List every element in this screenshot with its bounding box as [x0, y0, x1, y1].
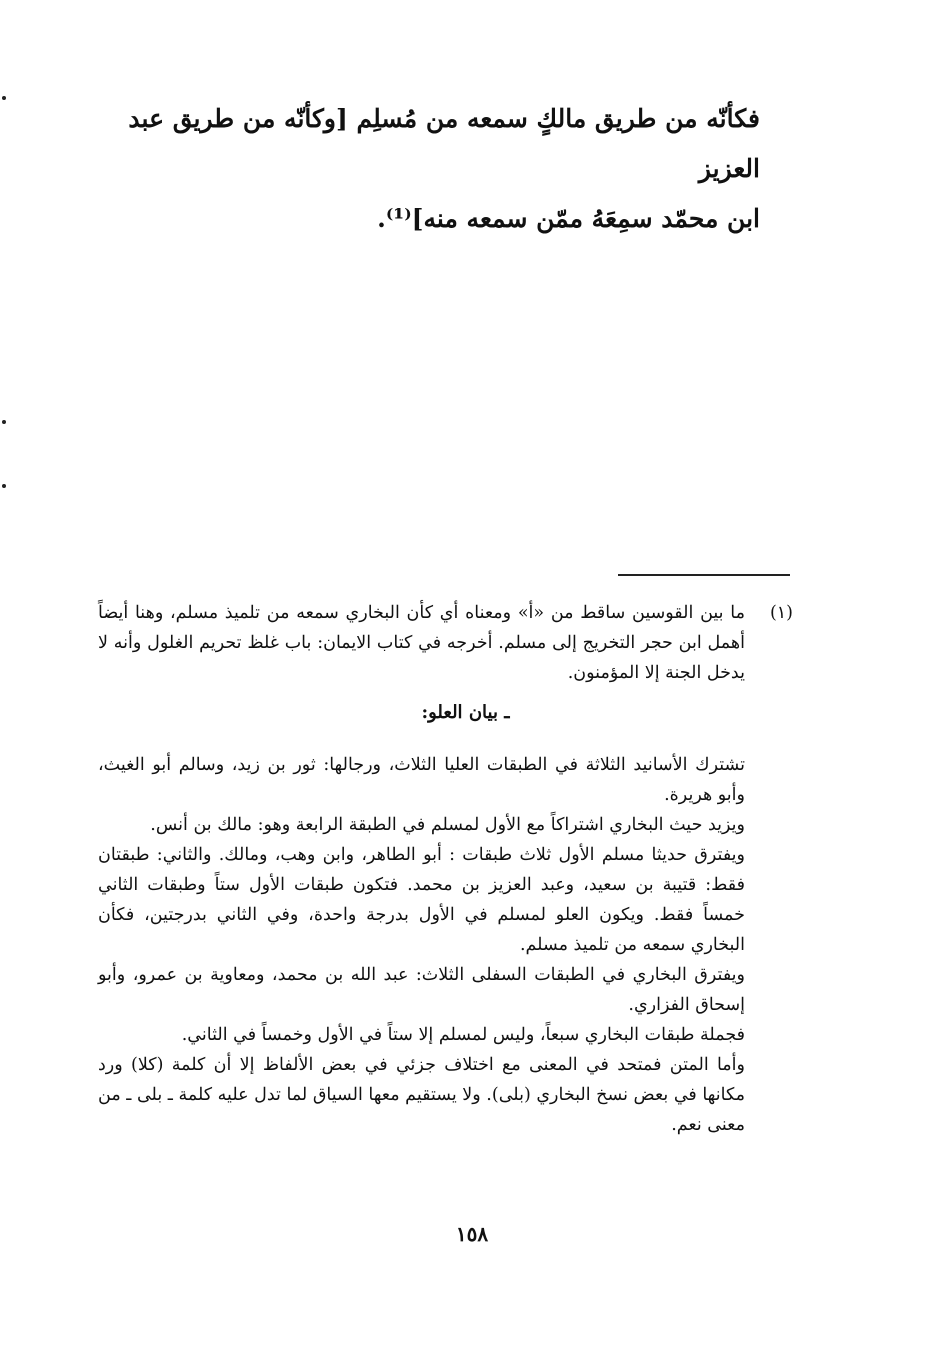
main-text	[85, 94, 760, 244]
footnote-text: ما بين القوسين ساقط من «أ» ومعناه أي كأن البخاري سمعه من تلميذ مسلم، وهنا أيضاً أهمل ابن حجر التخريج إلى مسلم. أخرجه في كتاب الايمان: باب غلظ تحريم الغلول وأنه لا يدخل الجنة إلا المؤمنون.	[98, 603, 745, 683]
scan-speck	[2, 96, 6, 100]
page-number: ١٥٨	[455, 1222, 489, 1246]
footnote-area	[98, 598, 793, 1140]
footnote-number: (١)	[769, 603, 793, 623]
scan-speck	[2, 484, 6, 488]
main-text-line-2: ابن محمّد سمِعَهُ ممّن سمعه منه]⁽¹⁾.	[377, 204, 760, 233]
footnote-separator	[618, 574, 790, 576]
section-paragraph-2: ويزيد حيث البخاري اشتراكاً مع الأول لمسلم في الطبقة الرابعة وهو: مالك بن أنس.	[150, 815, 745, 835]
section-paragraph-6: وأما المتن فمتحد في المعنى مع اختلاف جزئي في بعض الألفاظ إلا أن كلمة (كلا) ورد مكانها في بعض نسخ البخاري (بلى). ولا يستقيم معها السياق لما تدل عليه كلمة ـ بلى ـ من معنى نعم.	[98, 1055, 745, 1135]
section-heading: ـ بيان العلو:	[421, 702, 510, 723]
scan-speck	[2, 420, 6, 424]
main-text-line-1: فكأنّه من طريق مالكٍ سمعه من مُسلِم [وكأنّه من طريق عبد العزيز	[128, 104, 760, 183]
section-paragraph-5: فجملة طبقات البخاري سبعاً، وليس لمسلم إلا ستاً في الأول وخمساً في الثاني.	[181, 1025, 745, 1045]
section-paragraph-3: ويفترق حديثا مسلم الأول ثلاث طبقات : أبو الطاهر، وابن وهب، ومالك. والثاني: طبقتان فقط: قتيبة بن سعيد، وعبد العزيز بن محمد. فتكون طبقات الأول ستاً وطبقات الثاني خمساً فقط. ويكون العلو لمسلم في الأول بدرجة واحدة، وفي الثاني بدرجتين، فكأن البخاري سمعه من تلميذ مسلم.	[98, 845, 745, 955]
section-paragraph-4: ويفترق البخاري في الطبقات السفلى الثلاث: عبد الله بن محمد، ومعاوية بن عمرو، وأبو إسحاق الفزاري.	[98, 965, 745, 1015]
footnote-1	[98, 598, 793, 688]
section-paragraph-1: تشترك الأسانيد الثلاثة في الطبقات العليا الثلاث، ورجالها: ثور بن زيد، وسالم أبو الغيث، وأبو هريرة.	[98, 755, 745, 805]
